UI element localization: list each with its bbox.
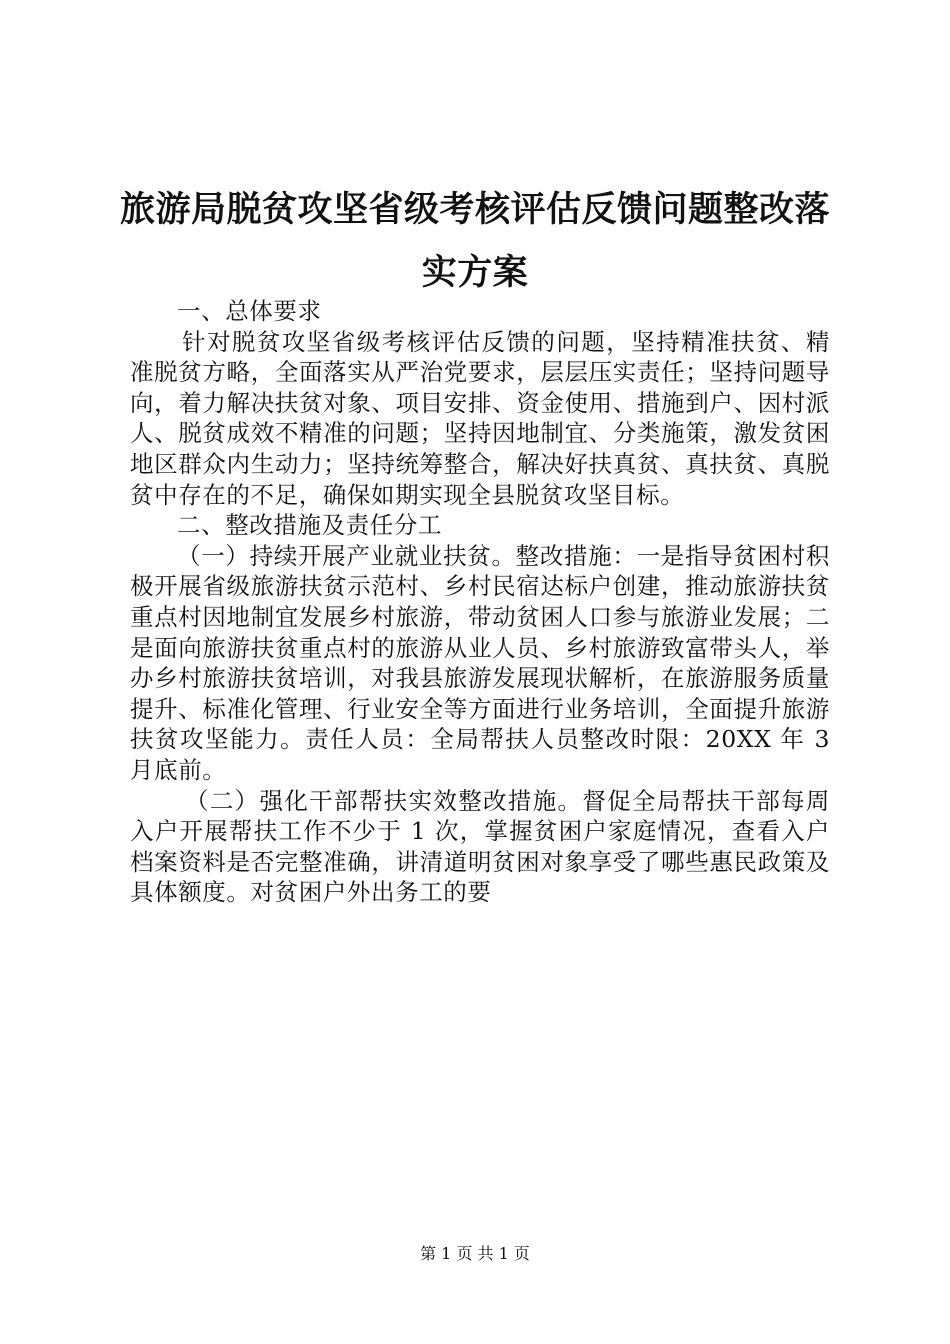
document-title: 旅游局脱贫攻坚省级考核评估反馈问题整改落实方案 (120, 189, 831, 293)
paragraph-cadre-assistance: （二）强化干部帮扶实效整改措施。督促全局帮扶干部每周入户开展帮扶工作不少于 1 次，掌握贫困户家庭情况，查看入户档案资料是否完整准确，讲清道明贫困对象享受了哪些惠民政策及具体额度。对贫困户外出务工的要 (130, 786, 830, 907)
page-footer: 第 1 页 共 1 页 (420, 1244, 530, 1263)
section-heading-rectification-measures: 二、整改措施及责任分工 (177, 511, 443, 540)
paragraph-industry-employment: （一）持续开展产业就业扶贫。整改措施：一是指导贫困村积极开展省级旅游扶贫示范村、乡村民宿达标户创建，推动旅游扶贫重点村因地制宜发展乡村旅游，带动贫困人口参与旅游业发展；二是面向旅游扶贫重点村的旅游从业人员、乡村旅游致富带头人，举办乡村旅游扶贫培训，对我县旅游发展现状解析，在旅游服务质量提升、标准化管理、行业安全等方面进行业务培训，全面提升旅游扶贫攻坚能力。责任人员：全局帮扶人员整改时限：20XX 年 3 月底前。 (130, 541, 830, 784)
section-heading-overall-requirements: 一、总体要求 (177, 297, 322, 325)
paragraph-overall-requirements: 针对脱贫攻坚省级考核评估反馈的问题，坚持精准扶贫、精准脱贫方略，全面落实从严治党要求，层层压实责任；坚持问题导向，着力解决扶贫对象、项目安排、资金使用、措施到户、因村派人、脱贫成效不精准的问题；坚持因地制宜、分类施策，激发贫困地区群众内生动力；坚持统筹整合，解决好扶真贫、真扶贫、真脱贫中存在的不足，确保如期实现全县脱贫攻坚目标。 (130, 327, 830, 509)
document-body (130, 296, 830, 908)
